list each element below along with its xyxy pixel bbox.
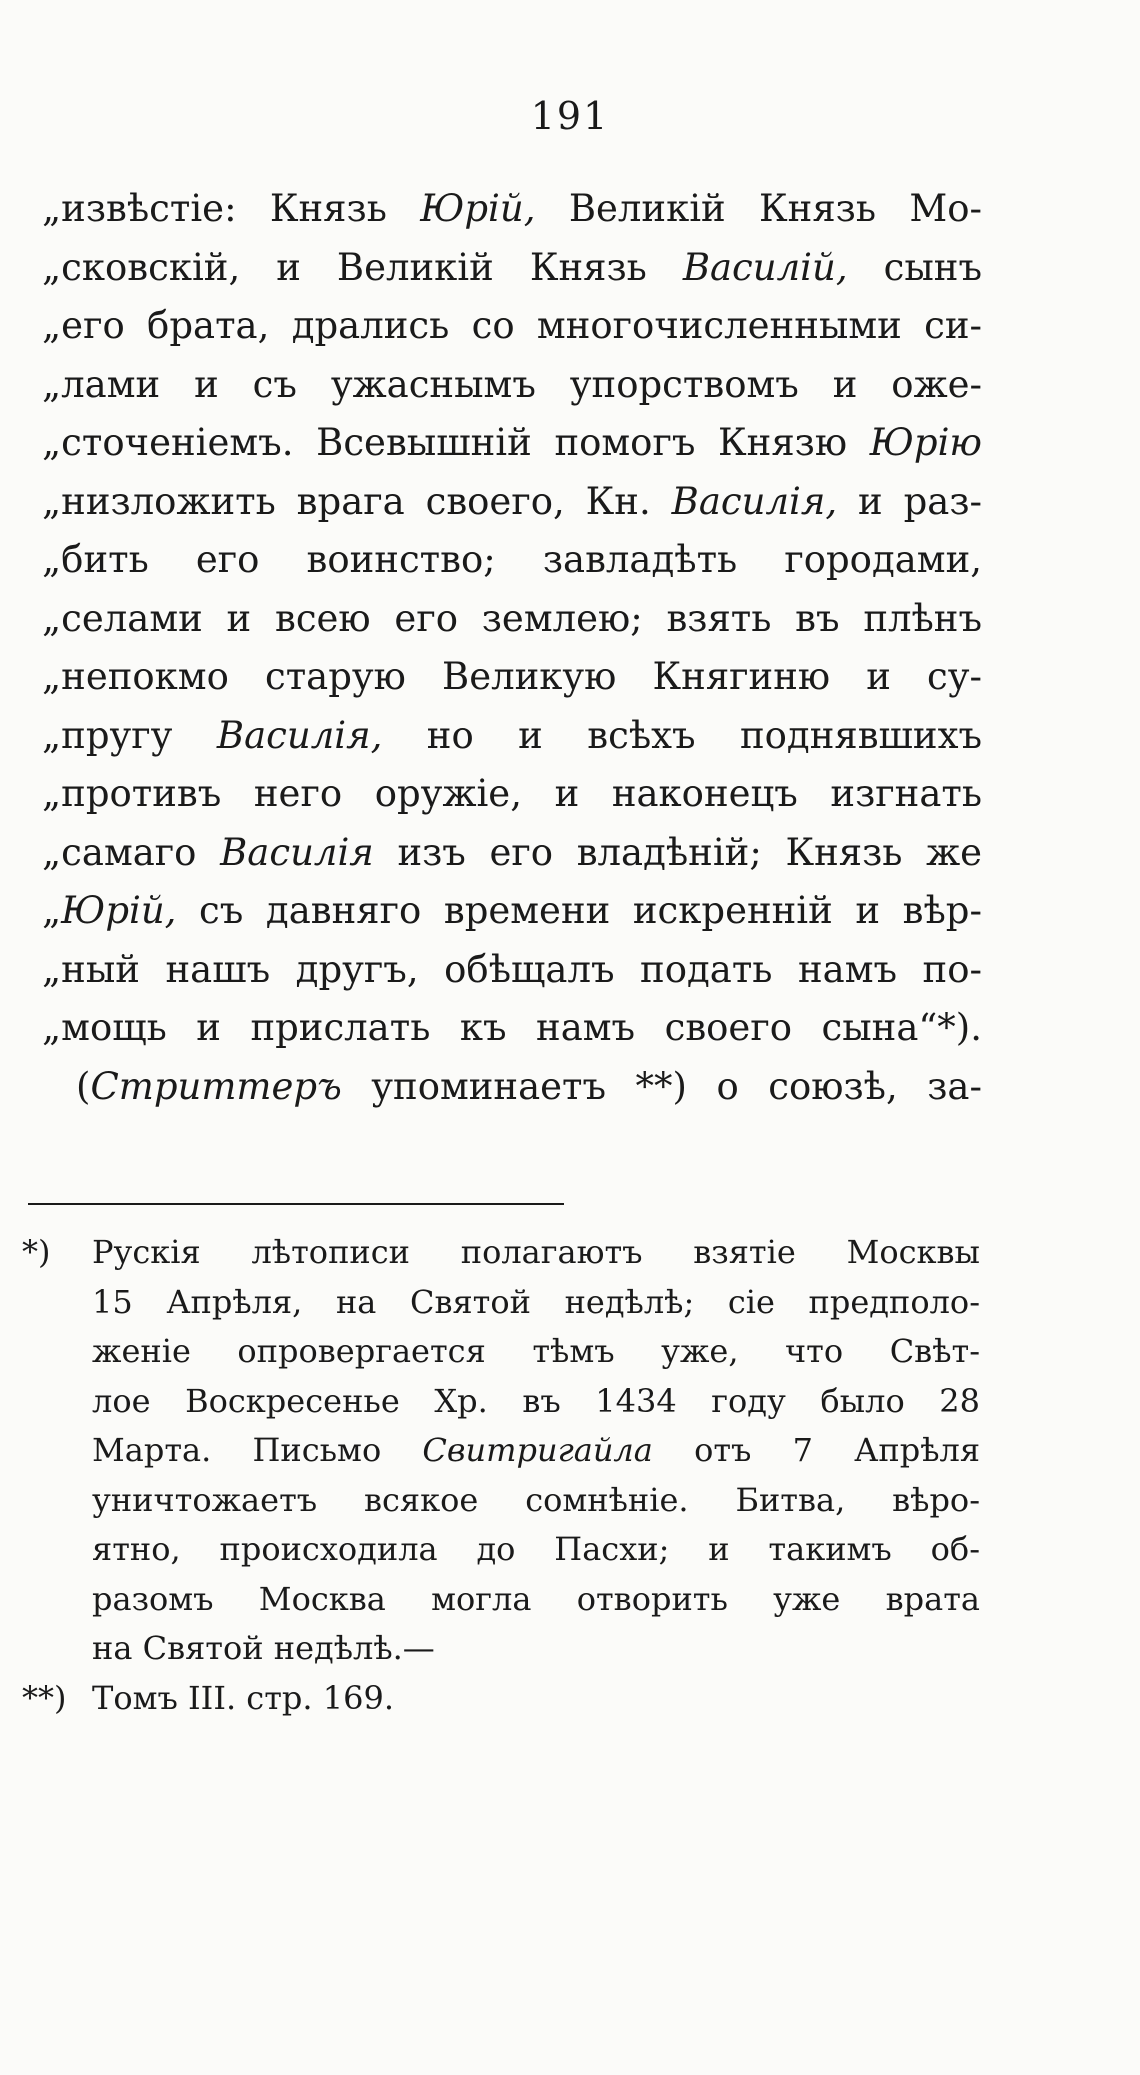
name-yuri: Юрію bbox=[869, 421, 982, 464]
main-line: „сковскій, и Великій Князь Василій, сынъ bbox=[42, 245, 983, 289]
footnote-line: ятно, происходила до Пасхи; и такимъ об- bbox=[92, 1530, 980, 1568]
footnote-line: женіе опровергается тѣмъ уже, что Свѣт- bbox=[92, 1332, 980, 1370]
footnote-line: уничтожаетъ всякое сомнѣніе. Битва, вѣро- bbox=[92, 1480, 980, 1519]
main-line: (Стриттеръ упоминаетъ **) о союзѣ, за- bbox=[76, 1064, 982, 1108]
main-line: „сточеніемъ. Всевышній помогъ Князю Юрію bbox=[42, 421, 982, 464]
main-line: „противъ него оружіе, и наконецъ изгнать bbox=[42, 772, 982, 815]
footnote-rule bbox=[28, 1203, 564, 1205]
name-yuri: Юрій, bbox=[61, 889, 177, 932]
main-line: „извѣстіе: Князь Юрій, Великій Князь Мо- bbox=[42, 187, 983, 230]
main-line: „мощь и прислать къ намъ своего сына“*). bbox=[42, 1006, 982, 1049]
footnote-line: 15 Апрѣля, на Святой недѣлѣ; сіе предполо- bbox=[92, 1282, 980, 1321]
page-number: 191 bbox=[530, 94, 610, 138]
name-vasily: Василія, bbox=[671, 479, 838, 523]
main-line: „Юрій, съ давняго времени искренній и вѣр- bbox=[42, 889, 982, 932]
main-line: „селами и всею его землею; взять въ плѣнъ bbox=[42, 596, 982, 640]
footnote-line: Марта. Письмо Свитригайла отъ 7 Апрѣля bbox=[92, 1431, 981, 1469]
name-vasily: Василія bbox=[220, 830, 374, 874]
footnote-line: лое Воскресенье Хр. въ 1434 году было 28 bbox=[92, 1381, 980, 1420]
main-line: „бить его воинство; завладѣть городами, bbox=[42, 538, 982, 581]
main-line: „его брата, дрались со многочисленными си- bbox=[42, 304, 982, 347]
footnote-2 bbox=[22, 1674, 980, 1724]
name-yuri: Юрій, bbox=[420, 187, 536, 230]
main-line: „низложить врага своего, Кн. Василія, и раз- bbox=[42, 479, 983, 523]
main-line: „лами и съ ужаснымъ упорствомъ и оже- bbox=[42, 362, 982, 406]
footnote-line: Томъ III. стр. 169. bbox=[92, 1678, 394, 1717]
footnote-line: разомъ Москва могла отворить уже врата bbox=[92, 1579, 980, 1618]
main-line: „пругу Василія, но и всѣхъ поднявшихъ bbox=[42, 713, 983, 757]
footnote-2-marker: **) bbox=[22, 1678, 67, 1717]
name-vasily: Василія, bbox=[216, 713, 383, 757]
footnote-line: на Святой недѣлѣ.— bbox=[92, 1629, 435, 1667]
name-svitrigailo: Свитригайла bbox=[422, 1431, 653, 1469]
name-vasily: Василій, bbox=[682, 245, 848, 289]
footnotes bbox=[22, 1228, 980, 1723]
main-line: „ный нашъ другъ, обѣщалъ подать намъ по- bbox=[42, 947, 982, 991]
footnote-line: Рускія лѣтописи полагаютъ взятіе Москвы bbox=[92, 1233, 980, 1271]
main-line: „самаго Василія изъ его владѣній; Князь же bbox=[42, 830, 983, 874]
main-text bbox=[42, 180, 982, 1116]
name-stritter: Стриттеръ bbox=[90, 1064, 342, 1108]
footnote-1 bbox=[22, 1228, 980, 1674]
main-line: „непокмо старую Великую Княгиню и су- bbox=[42, 655, 982, 698]
footnote-1-marker: *) bbox=[22, 1233, 51, 1271]
